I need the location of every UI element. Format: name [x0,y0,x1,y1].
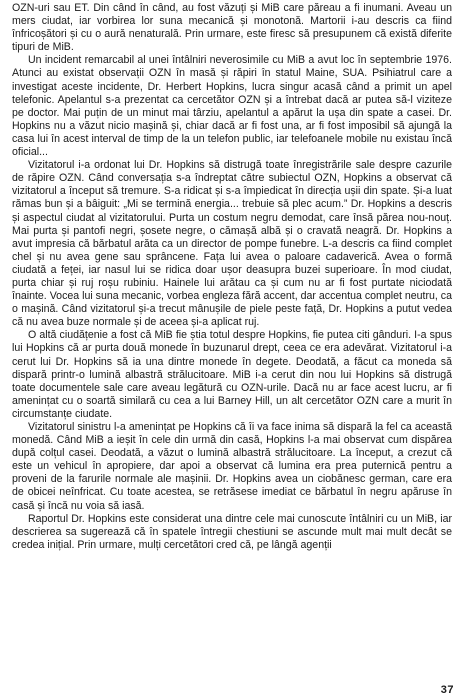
paragraph-5: Vizitatorul sinistru l-a amenințat pe Hopkins că îi va face inima să dispară la fel ca această monedă. Când MiB a ieșit în cele din urmă din casă, Hopkins l-a mai observat cum dispărea după colțul casei. Deodată, a văzut o lumină albastră strălucitoare. La început, a crezut că este un vehicul în apropiere, dar apoi a observat că lumina era prea puternică pentru a proveni de la farurile normale ale mașinii. Dr. Hopkins avea un ciobănesc german, care era de obicei neînfricat. Cu toate acestea, se retrăsese imediat ce bărbatul în negru apăruse în casă și încă nu voia să iasă. [12,421,452,512]
paragraph-4: O altă ciudățenie a fost că MiB fie știa totul despre Hopkins, fie putea citi gânduri. I-a spus lui Hopkins că ar purta două monede în buzunarul drept, ceea ce era adevărat. Vizitatorul i-a cerut lui Dr. Hopkins să ia una dintre monede în degete. Deodată, a făcut ca moneda să dispară printr-o lumină albastră strălucitoare. MiB i-a cerut din nou lui Hopkins să distrugă toate documentele sale care aveau legătură cu OZN-urile. Dacă nu ar face acest lucru, ar fi amenințat cu o soartă similară cu cea a lui Barney Hill, un alt cercetător OZN care a murit în circumstanțe ciudate. [12,329,452,420]
paragraph-2: Un incident remarcabil al unei întâlniri neverosimile cu MiB a avut loc în septembrie 1976. Atunci au existat observații OZN în masă și răpiri în statul Maine, SUA. Psihiatrul care a investigat aceste incidente, Dr. Herbert Hopkins, lucra singur acasă când a primit un apel telefonic. Apelantul s-a prezentat ca cercetător OZN și a întrebat dacă ar putea să-l viziteze pe doctor. Mai puțin de un minut mai târziu, apelantul a apărut la ușa din spate a casei. Dr. Hopkins nu a văzut nicio mașină și, chiar dacă ar fi fost una, ar fi fost imposibil să ajungă la casa lui în acest interval de timp de la un telefon public, iar telefoanele mobile nu existau încă oficial... [12,54,452,159]
body-text [12,2,452,552]
paragraph-6: Raportul Dr. Hopkins este considerat una dintre cele mai cunoscute întâlniri cu un MiB, iar descrierea sa sugerează că în spatele întregii chestiuni se ascunde mult mai mult decât se credea inițial. Prin urmare, mulți cercetători cred că, pe lângă agenții [12,512,452,551]
page-number: 37 [440,684,454,696]
paragraph-3: Vizitatorul i-a ordonat lui Dr. Hopkins să distrugă toate înregistrările sale despre cazurile de răpire OZN. Când conversația s-a îndreptat către subiectul OZN, Hopkins a observat că vizitatorul a început să tremure. S-a ridicat și s-a împiedicat în direcția ușii din spate. Și-a luat rămas bun și a bâiguit: „Mi se termină energia... trebuie să plec acum.” Dr. Hopkins a descris și aspectul ciudat al vizitatorului. Purta un costum negru demodat, care însă părea nou-nouț. Mai purta și pantofi negri, șosete negre, o cămașă albă și o cravată neagră. Dr. Hopkins a avut impresia că bărbatul arăta ca un director de pompe funebre. L-a descris ca fiind complet chel și nu avea gene sau sprâncene. Fața lui avea o paloare cadaverică. Avea o formă ciudată a feței, iar nasul lui se ridica doar ușor deasupra buzei superioare. În mod ciudat, purta chiar și ruj roșu rubiniu. Hainele lui arătau ca și cum nu ar fi fost purtate niciodată înainte. Vocea lui suna mecanic, vorbea engleza fără accent, dar accentua complet neutru, ca o mașină. Când vizitatorul și-a trecut mânușile de piele peste față, Dr. Hopkins a putut vedea că nu avea buze normale și de aceea și-a aplicat ruj. [12,159,452,329]
paragraph-1: OZN-uri sau ET. Din când în când, au fost văzuți și MiB care păreau a fi inumani. Aveau un mers ciudat, iar vorbirea lor suna mecanică și monotonă. Martorii i-au descris ca fiind înfricoșători și cu o aură nenaturală. Prin urmare, este firesc să presupunem că există diferite tipuri de MiB. [12,2,452,54]
